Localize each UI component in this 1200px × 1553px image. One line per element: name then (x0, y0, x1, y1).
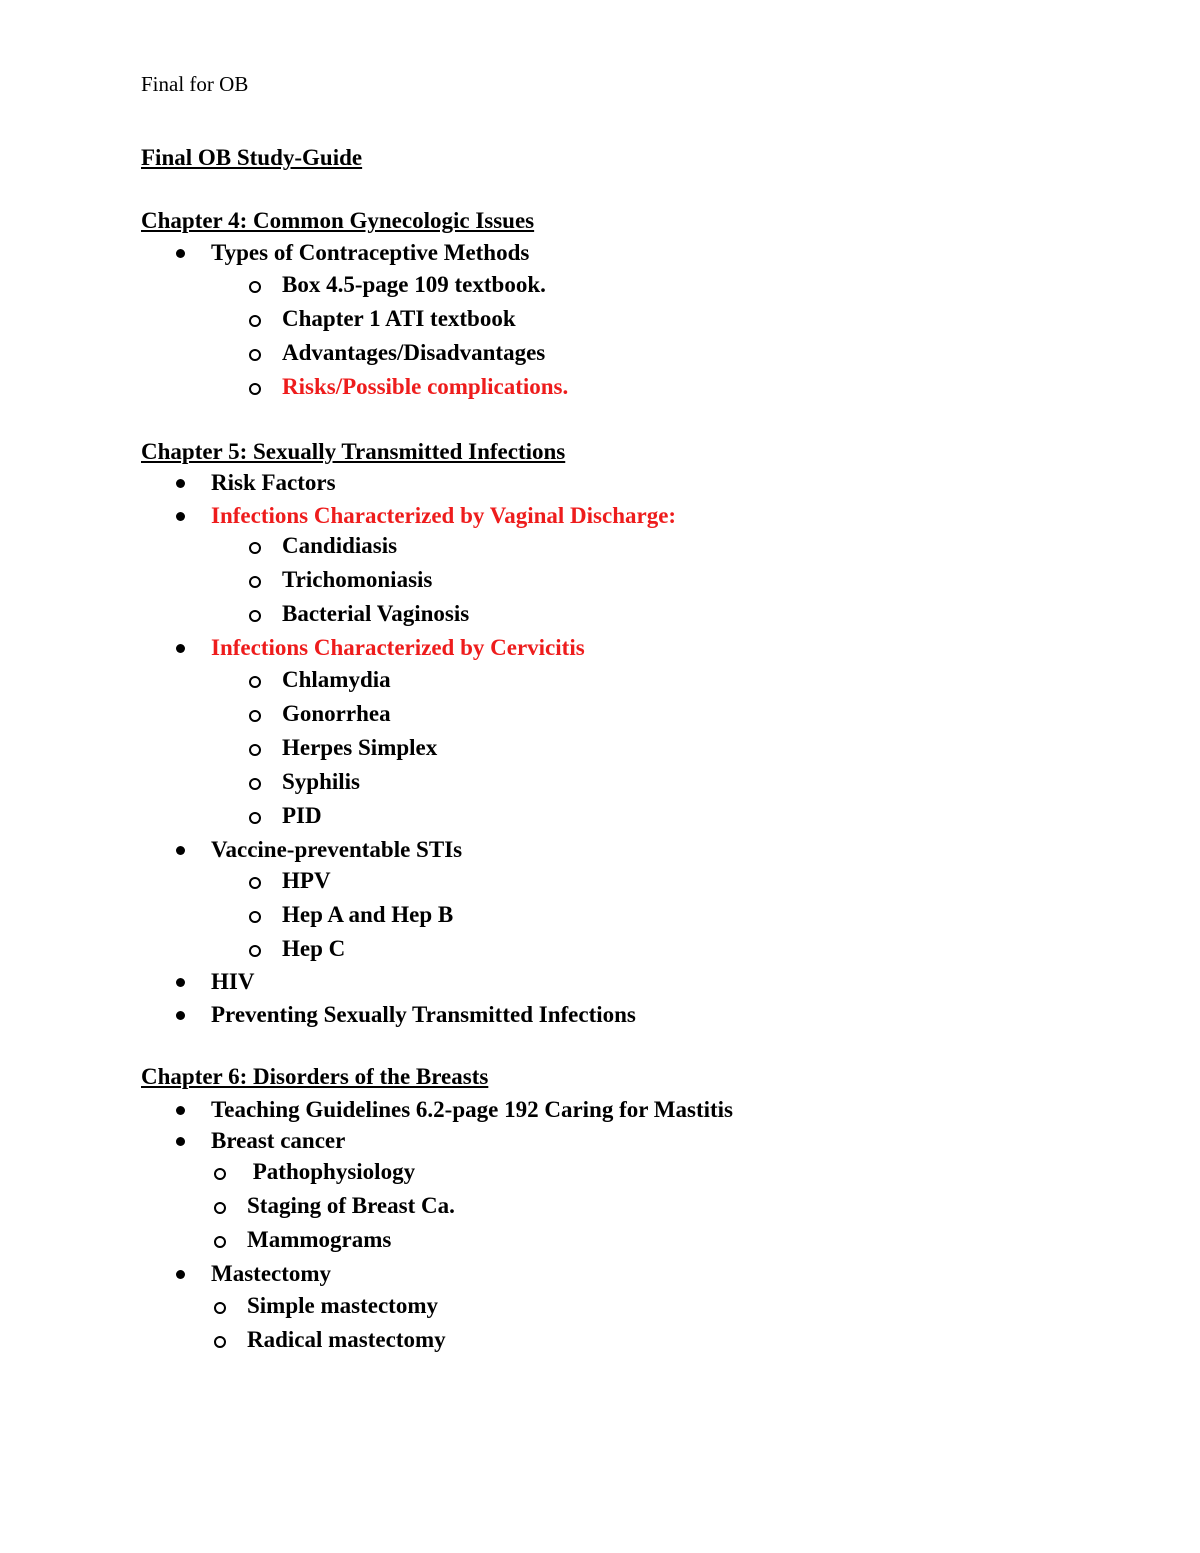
sub-list-item: PID (282, 803, 322, 828)
sub-list-item: Gonorrhea (282, 701, 391, 726)
chapter-4-heading: Chapter 4: Common Gynecologic Issues (141, 208, 535, 233)
hollow-bullet-icon (249, 576, 261, 588)
list-item: Mastectomy (211, 1261, 332, 1286)
sub-list-item: Pathophysiology (247, 1159, 416, 1184)
document-title: Final OB Study-Guide (141, 145, 363, 170)
sub-list-item: Herpes Simplex (282, 735, 438, 760)
hollow-bullet-icon (249, 911, 261, 923)
list-item: Risk Factors (211, 470, 336, 495)
list-item-highlight: Infections Characterized by Vaginal Discharge: (211, 503, 677, 528)
sub-list-item-highlight: Risks/Possible complications. (282, 374, 569, 399)
list-item: Breast cancer (211, 1128, 346, 1153)
list-item: HIV (211, 969, 255, 994)
bullet-icon (176, 644, 185, 653)
sub-list-item: Bacterial Vaginosis (282, 601, 470, 626)
sub-list-item: HPV (282, 868, 331, 893)
bullet-icon (176, 978, 185, 987)
hollow-bullet-icon (249, 542, 261, 554)
hollow-bullet-icon (214, 1236, 226, 1248)
sub-list-item: Candidiasis (282, 533, 398, 558)
list-item: Teaching Guidelines 6.2-page 192 Caring for Mastitis (211, 1097, 733, 1122)
hollow-bullet-icon (249, 610, 261, 622)
list-item: Vaccine-preventable STIs (211, 837, 463, 862)
bullet-icon (176, 479, 185, 488)
hollow-bullet-icon (249, 877, 261, 889)
sub-list-item: Chapter 1 ATI textbook (282, 306, 516, 331)
chapter-6-heading: Chapter 6: Disorders of the Breasts (141, 1064, 489, 1089)
hollow-bullet-icon (249, 744, 261, 756)
bullet-icon (176, 249, 185, 258)
sub-list-item: Syphilis (282, 769, 360, 794)
list-item-highlight: Infections Characterized by Cervicitis (211, 635, 585, 660)
list-item: Preventing Sexually Transmitted Infections (211, 1002, 636, 1027)
hollow-bullet-icon (249, 383, 261, 395)
hollow-bullet-icon (249, 710, 261, 722)
sub-list-item: Chlamydia (282, 667, 391, 692)
hollow-bullet-icon (249, 778, 261, 790)
sub-list-item: Mammograms (247, 1227, 392, 1252)
list-item: Types of Contraceptive Methods (211, 240, 530, 265)
hollow-bullet-icon (249, 812, 261, 824)
page-header: Final for OB (141, 72, 249, 96)
bullet-icon (176, 1011, 185, 1020)
chapter-5-heading: Chapter 5: Sexually Transmitted Infections (141, 439, 566, 464)
sub-list-item: Trichomoniasis (282, 567, 433, 592)
sub-list-item: Hep A and Hep B (282, 902, 454, 927)
hollow-bullet-icon (214, 1202, 226, 1214)
sub-list-item: Simple mastectomy (247, 1293, 438, 1318)
sub-list-item: Advantages/Disadvantages (282, 340, 546, 365)
sub-list-item: Staging of Breast Ca. (247, 1193, 455, 1218)
hollow-bullet-icon (249, 676, 261, 688)
hollow-bullet-icon (214, 1336, 226, 1348)
bullet-icon (176, 1270, 185, 1279)
hollow-bullet-icon (249, 945, 261, 957)
hollow-bullet-icon (249, 315, 261, 327)
bullet-icon (176, 846, 185, 855)
sub-list-item: Radical mastectomy (247, 1327, 446, 1352)
hollow-bullet-icon (249, 349, 261, 361)
hollow-bullet-icon (214, 1302, 226, 1314)
sub-list-item: Hep C (282, 936, 346, 961)
hollow-bullet-icon (249, 281, 261, 293)
hollow-bullet-icon (214, 1168, 226, 1180)
bullet-icon (176, 1137, 185, 1146)
bullet-icon (176, 1106, 185, 1115)
sub-list-item: Box 4.5-page 109 textbook. (282, 272, 546, 297)
bullet-icon (176, 512, 185, 521)
